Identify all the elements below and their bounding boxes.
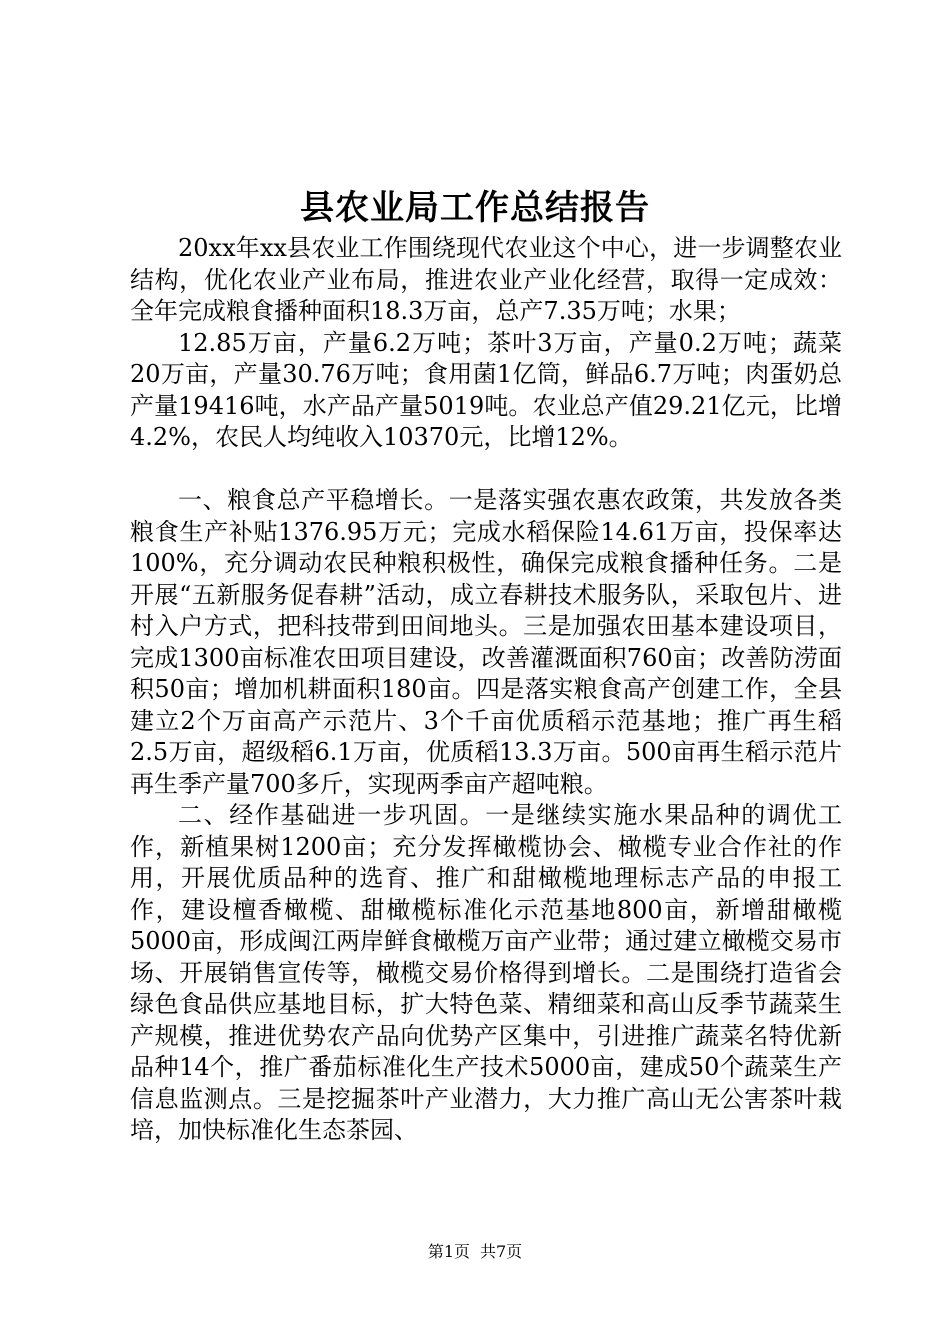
paragraph-section-grain: 一、粮食总产平稳增长。一是落实强农惠农政策，共发放各类粮食生产补贴1376.95万元；完成水稻保险14.61万亩，投保率达100%，充分调动农民种粮积极性，确保完成粮食播种任务。二是开展“五新服务促春耕”活动，成立春耕技术服务队，采取包片、进村入户方式，把科技带到田间地头。三是加强农田基本建设项目，完成1300亩标准农田项目建设，改善灌溉面积760亩；改善防涝面积50亩；增加机耕面积180亩。四是落实粮食高产创建工作，全县建立2个万亩高产示范片、3个千亩优质稻示范基地；推广再生稻2.5万亩，超级稻6.1万亩，优质稻13.3万亩。500亩再生稻示范片再生季产量700多斤，实现两季亩产超吨粮。	[130, 486, 842, 798]
paragraph-intro: 20xx年xx县农业工作围绕现代农业这个中心，进一步调整农业结构，优化农业产业布局，推进农业产业化经营，取得一定成效：全年完成粮食播种面积18.3万亩，总产7.35万吨；水果；	[130, 234, 842, 325]
paragraph-output-stats: 12.85万亩，产量6.2万吨；茶叶3万亩，产量0.2万吨；蔬菜20万亩，产量30.76万吨；食用菌1亿筒，鲜品6.7万吨；肉蛋奶总产量19416吨，水产品产量5019吨。农业总产值29.21亿元，比增4.2%，农民人均纯收入10370元，比增12%。	[130, 328, 842, 451]
page-total: 共7页	[480, 1242, 523, 1261]
page-number: 第1页	[427, 1242, 470, 1261]
document-title: 县农业局工作总结报告	[300, 188, 650, 228]
page-footer	[0, 1240, 950, 1264]
paragraph-section-cash-crops: 二、经作基础进一步巩固。一是继续实施水果品种的调优工作，新植果树1200亩；充分发挥橄榄协会、橄榄专业合作社的作用，开展优质品种的选育、推广和甜橄榄地理标志产品的申报工作，建设檀香橄榄、甜橄榄标准化示范基地800亩，新增甜橄榄5000亩，形成闽江两岸鲜食橄榄万亩产业带；通过建立橄榄交易市场、开展销售宣传等，橄榄交易价格得到增长。二是围绕打造省会绿色食品供应基地目标，扩大特色菜、精细菜和高山反季节蔬菜生产规模，推进优势农产品向优势产区集中，引进推广蔬菜名特优新品种14个，推广番茄标准化生产技术5000亩，建成50个蔬菜生产信息监测点。三是挖掘茶叶产业潜力，大力推广高山无公害茶叶栽培，加快标准化生态茶园、	[130, 801, 842, 1144]
document-body	[130, 233, 842, 1147]
